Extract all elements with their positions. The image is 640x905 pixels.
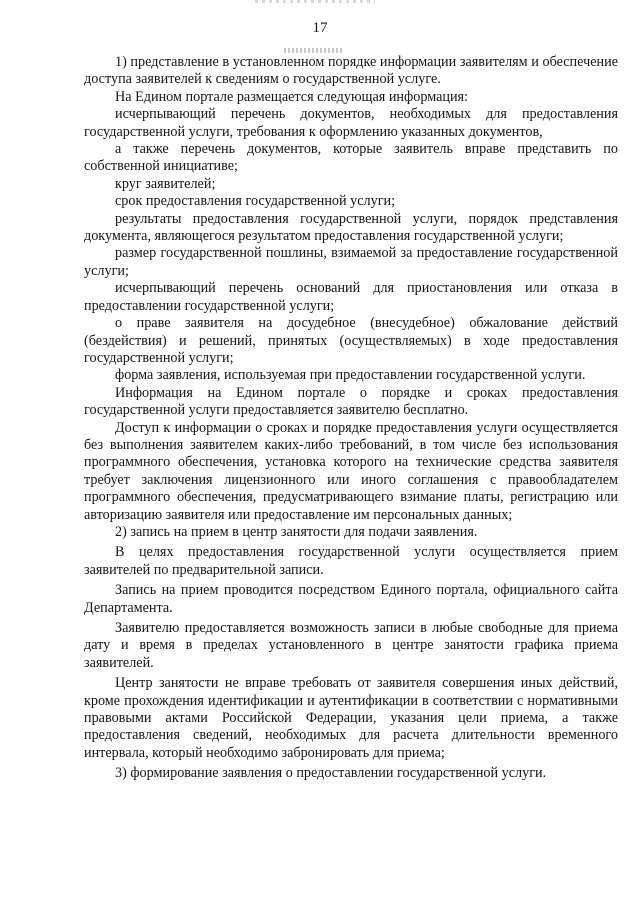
paragraph: исчерпывающий перечень оснований для приостановления или отказа в предоставлении государственной услуги; xyxy=(84,280,618,314)
paragraph: о праве заявителя на досудебное (внесудебное) обжалование действий (бездействия) и решений, принятых (осуществляемых) в ходе предоставления государственной услуги; xyxy=(84,315,618,366)
paragraph: 3) формирование заявления о предоставлении государственной услуги. xyxy=(115,765,547,782)
paragraph: круг заявителей; xyxy=(115,175,216,192)
paragraph: Центр занятости не вправе требовать от заявителя совершения иных действий, кроме прохождения идентификации и аутентификации в соответствии с нормативными правовыми актами Российской Федерации, указания цели приема, а также предоставления сведений, необходимых для расчета длительности временного интервала, который необходимо забронировать для приема; xyxy=(84,675,618,761)
paragraph: 2) запись на прием в центр занятости для подачи заявления. xyxy=(115,523,478,540)
paragraph: Информация на Едином портале о порядке и сроках предоставления государственной услуги предоставляется заявителю бесплатно. xyxy=(84,384,618,419)
paragraph: Запись на прием проводится посредством Единого портала, официального сайта Департамента. xyxy=(84,582,618,616)
paragraph: На Едином портале размещается следующая информация: xyxy=(115,88,469,105)
paragraph: В целях предоставления государственной услуги осуществляется прием заявителей по предварительной записи. xyxy=(84,544,618,578)
paragraph: Заявителю предоставляется возможность записи в любые свободные для приема дату и время в пределах установленного в центре занятости графика приема заявителей. xyxy=(84,620,618,671)
paragraph: срок предоставления государственной услуги; xyxy=(115,193,396,210)
scan-artifact-top xyxy=(255,0,375,3)
paragraph: результаты предоставления государственной услуги, порядок представления документа, являющегося результатом предоставления государственной услуги; xyxy=(84,210,618,245)
paragraph: форма заявления, используемая при предоставлении государственной услуги. xyxy=(115,367,586,384)
paragraph: 1) представление в установленном порядке информации заявителям и обеспечение доступа заявителей к сведениям о государственной услуге. xyxy=(84,54,618,88)
document-body xyxy=(84,54,618,783)
scan-artifact xyxy=(284,48,344,53)
paragraph: а также перечень документов, которые заявитель вправе представить по собственной инициативе; xyxy=(84,141,618,175)
paragraph: исчерпывающий перечень документов, необходимых для предоставления государственной услуги, требования к оформлению указанных документов, xyxy=(84,106,618,140)
paragraph: Доступ к информации о сроках и порядке предоставления услуги осуществляется без выполнения заявителем каких-либо требований, в том числе без использования программного обеспечения, установка которого на технические средства заявителя требует заключения лицензионного или иного соглашения с правообладателем программного обеспечения, предусматривающего взимание платы, регистрацию или авторизацию заявителя или предоставление им персональных данных; xyxy=(84,419,618,523)
paragraph: размер государственной пошлины, взимаемой за предоставление государственной услуги; xyxy=(84,245,618,279)
page-number: 17 xyxy=(312,20,328,36)
